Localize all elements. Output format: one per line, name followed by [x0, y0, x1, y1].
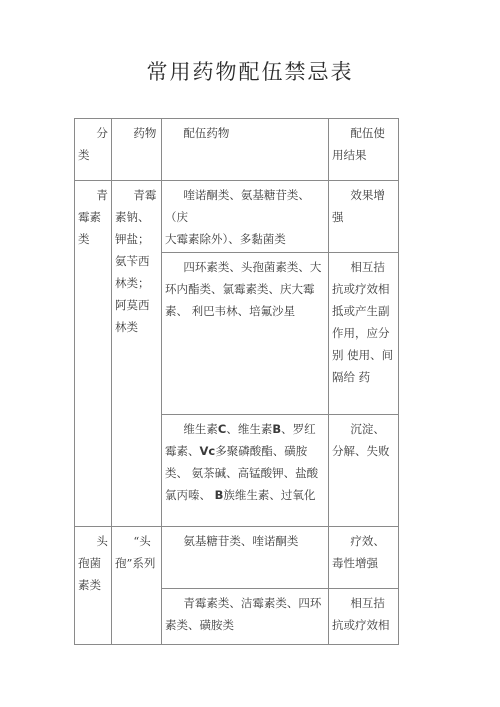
drug-cell: 青霉素钠、钾盐；氨苄西林类；阿莫西林类 — [112, 181, 162, 527]
header-drug: 药物 — [112, 119, 162, 181]
result-cell: 相互拮抗或疗效相抵或产生副作用，应分别 使用、间隔给 药 — [329, 253, 399, 415]
partners-cell: 氨基糖苷类、喹诺酮类 — [162, 527, 329, 589]
partners-cell: 喹诺酮类、氨基糖苷类、（庆 大霉素除外）、多黏菌类 — [162, 181, 329, 253]
partners-cell: 维生素C、维生素B、罗红霉素、Vc多聚磷酸酯、磺胺类、 氨茶碱、高锰酸钾、盐酸氯丙嗪、 B族维生素、过氧化 — [162, 415, 329, 527]
table-header-row — [75, 119, 399, 181]
result-cell: 疗效、毒性增强 — [329, 527, 399, 589]
result-cell: 相互拮抗或疗效相 — [329, 589, 399, 645]
header-partners: 配伍药物 — [162, 119, 329, 181]
table-row — [75, 181, 399, 253]
category-cell: 头孢菌素类 — [75, 527, 112, 645]
page-title: 常用药物配伍禁忌表 — [146, 60, 354, 84]
drug-cell: “头孢”系列 — [112, 527, 162, 645]
incompatibility-table — [74, 118, 399, 645]
result-cell: 沉淀、分解、失败 — [329, 415, 399, 527]
table-row — [75, 527, 399, 589]
result-cell: 效果增强 — [329, 181, 399, 253]
header-result: 配伍使用结果 — [329, 119, 399, 181]
partners-cell: 青霉素类、洁霉素类、四环素类、磺胺类 — [162, 589, 329, 645]
partners-cell: 四环素类、头孢菌素类、大环内酯类、氯霉素类、庆大霉素、 利巴韦林、培氟沙星 — [162, 253, 329, 415]
category-cell: 青霉素类 — [75, 181, 112, 527]
header-category: 分类 — [75, 119, 112, 181]
